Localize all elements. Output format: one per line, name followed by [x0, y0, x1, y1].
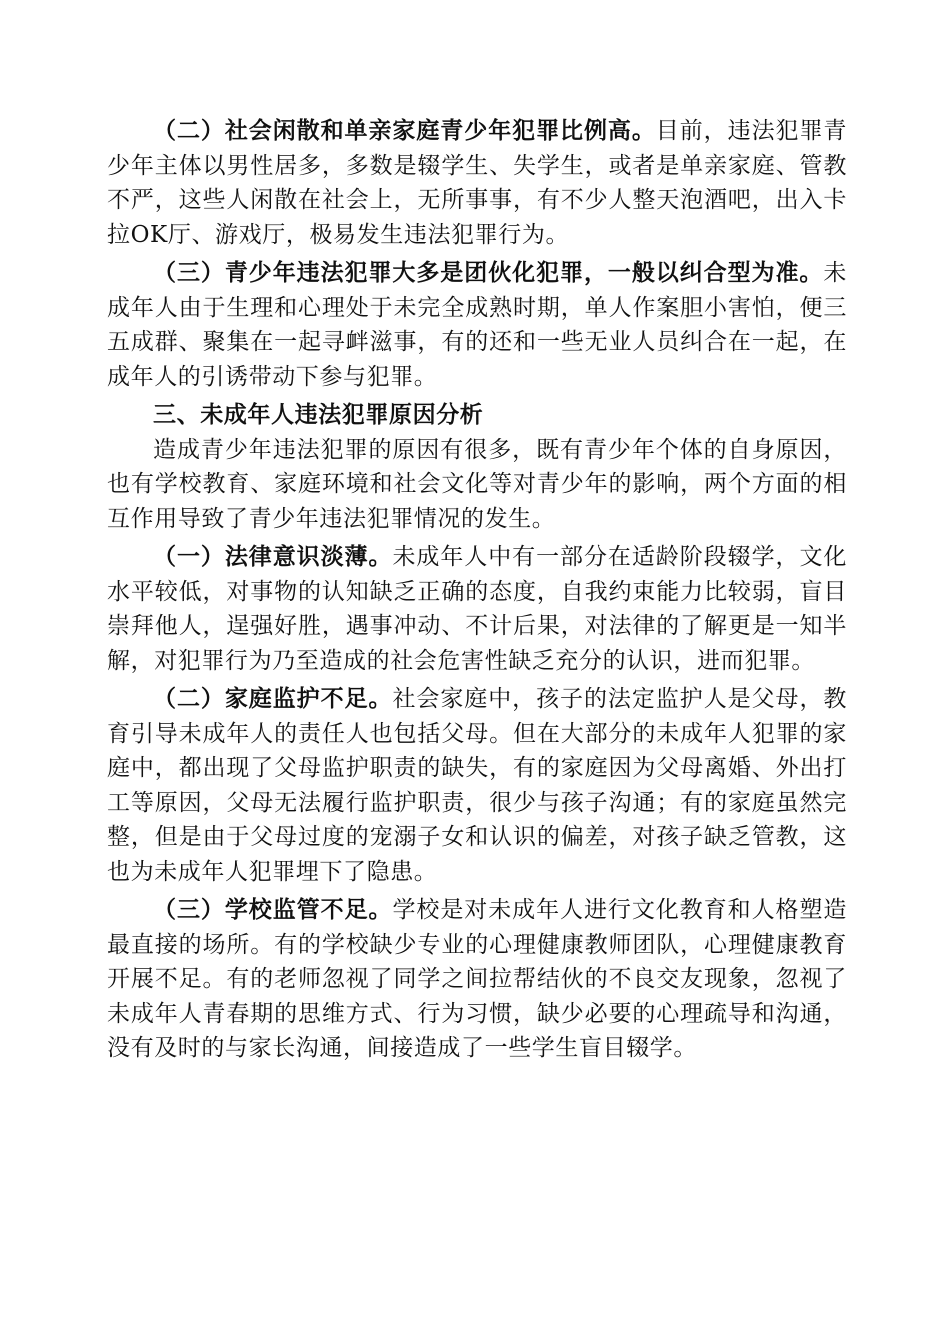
paragraph-gang-crime	[107, 256, 847, 394]
paragraph-body: 目前，违法犯罪青少年主体以男性居多，多数是辍学生、失学生，或者是单亲家庭、管教不严，这些人闲散在社会上，无所事事，有不少人整天泡酒吧，出入卡拉OK厅、游戏厅，极易发生违法犯罪行为。	[107, 118, 847, 248]
paragraph-body: 学校是对未成年人进行文化教育和人格塑造最直接的场所。有的学校缺少专业的心理健康教师团队，心理健康教育开展不足。有的老师忽视了同学之间拉帮结伙的不良交友现象，忽视了未成年人青春期的思维方式、行为习惯，缺少必要的心理疏导和沟通，没有及时的与家长沟通，间接造成了一些学生盲目辍学。	[107, 897, 848, 1061]
paragraph-lead: （一）法律意识淡薄。	[153, 544, 393, 570]
paragraph-lead: （三）学校监管不足。	[153, 897, 393, 923]
paragraph-lead: （二）社会闲散和单亲家庭青少年犯罪比例高。	[153, 118, 656, 144]
cause-legal-awareness	[107, 540, 847, 678]
paragraph-body: 未成年人由于生理和心理处于未完全成熟时期，单人作案胆小害怕，便三五成群、聚集在一起寻衅滋事，有的还和一些无业人员纠合在一起，在成年人的引诱带动下参与犯罪。	[107, 260, 847, 390]
document-body	[107, 114, 847, 1066]
paragraph-body: 未成年人中有一部分在适龄阶段辍学，文化水平较低，对事物的认知缺乏正确的态度，自我约束能力比较弱，盲目崇拜他人，逞强好胜，遇事冲动、不计后果，对法律的了解更是一知半解，对犯罪行为乃至造成的社会危害性缺乏充分的认识，进而犯罪。	[107, 544, 848, 674]
cause-school-supervision	[107, 893, 847, 1066]
intro-paragraph: 造成青少年违法犯罪的原因有很多，既有青少年个体的自身原因，也有学校教育、家庭环境和社会文化等对青少年的影响，两个方面的相互作用导致了青少年违法犯罪情况的发生。	[107, 436, 847, 532]
cause-family-guardianship	[107, 682, 847, 889]
section-heading: 三、未成年人违法犯罪原因分析	[153, 402, 484, 428]
paragraph-body: 社会家庭中，孩子的法定监护人是父母，教育引导未成年人的责任人也包括父母。但在大部分的未成年人犯罪的家庭中，都出现了父母监护职责的缺失，有的家庭因为父母离婚、外出打工等原因，父母无法履行监护职责，很少与孩子沟通；有的家庭虽然完整，但是由于父母过度的宠溺子女和认识的偏差，对孩子缺乏管教，这也为未成年人犯罪埋下了隐患。	[107, 686, 848, 885]
paragraph-idle-single-parent	[107, 114, 847, 252]
paragraph-lead: （二）家庭监护不足。	[153, 686, 393, 712]
paragraph-lead: （三）青少年违法犯罪大多是团伙化犯罪，一般以纠合型为准。	[153, 260, 824, 286]
